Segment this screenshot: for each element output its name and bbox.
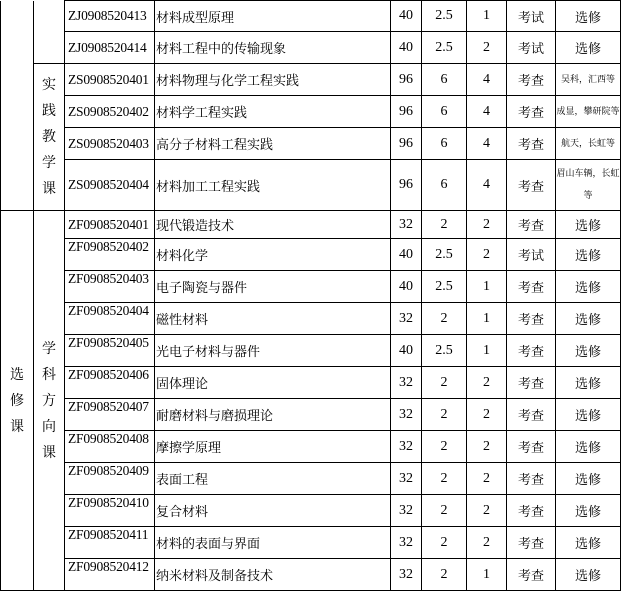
course-assessment: 考查	[507, 160, 556, 211]
course-credits: 2.5	[422, 239, 467, 271]
course-code: ZS0908520403	[65, 128, 155, 160]
table-row	[1, 367, 621, 399]
course-note: 成显，攀研院等	[556, 96, 621, 128]
course-note-line: 等	[583, 191, 593, 201]
course-assessment: 考查	[507, 128, 556, 160]
course-semester: 4	[467, 160, 507, 211]
course-name: 磁性材料	[155, 303, 391, 335]
course-type: 选修	[556, 32, 621, 64]
course-hours: 40	[391, 271, 422, 303]
course-semester: 2	[467, 463, 507, 495]
table-row	[1, 32, 621, 64]
course-semester: 4	[467, 96, 507, 128]
course-semester: 1	[467, 559, 507, 591]
table-row	[1, 211, 621, 239]
direction-group-char: 学	[42, 340, 56, 357]
table-row	[1, 160, 621, 211]
table-row	[1, 239, 621, 271]
course-name: 材料加工工程实践	[155, 160, 391, 211]
course-credits: 6	[422, 128, 467, 160]
course-assessment: 考查	[507, 431, 556, 463]
course-assessment: 考试	[507, 1, 556, 32]
course-credits: 2	[422, 559, 467, 591]
elective-group-char: 课	[10, 418, 24, 435]
course-assessment: 考试	[507, 32, 556, 64]
table-row	[1, 431, 621, 463]
course-semester: 2	[467, 527, 507, 559]
course-note: 吴科，汇西等	[556, 64, 621, 96]
course-name: 材料学工程实践	[155, 96, 391, 128]
course-semester: 2	[467, 495, 507, 527]
course-credits: 6	[422, 96, 467, 128]
course-assessment: 考查	[507, 303, 556, 335]
course-semester: 2	[467, 239, 507, 271]
course-credits: 2	[422, 431, 467, 463]
course-hours: 32	[391, 495, 422, 527]
course-name: 高分子材料工程实践	[155, 128, 391, 160]
course-assessment: 考查	[507, 211, 556, 239]
course-credits: 2	[422, 463, 467, 495]
course-code: ZF0908520403	[65, 271, 155, 303]
course-type: 选修	[556, 303, 621, 335]
course-credits: 2.5	[422, 32, 467, 64]
course-hours: 96	[391, 96, 422, 128]
elective-group-char: 修	[10, 392, 24, 409]
course-type: 选修	[556, 495, 621, 527]
course-code: ZF0908520411	[65, 527, 155, 559]
course-credits: 2.5	[422, 271, 467, 303]
course-code: ZF0908520404	[65, 303, 155, 335]
course-name: 材料成型原理	[155, 1, 391, 32]
course-assessment: 考试	[507, 239, 556, 271]
course-note	[556, 160, 621, 211]
course-code: ZS0908520402	[65, 96, 155, 128]
course-semester: 1	[467, 303, 507, 335]
practice-group-char: 实	[42, 77, 56, 93]
course-hours: 40	[391, 335, 422, 367]
course-semester: 1	[467, 1, 507, 32]
subgroup-cell-upper	[34, 1, 65, 64]
course-type: 选修	[556, 367, 621, 399]
course-code: ZF0908520401	[65, 211, 155, 239]
table-row	[1, 399, 621, 431]
elective-group-char: 选	[10, 366, 24, 383]
course-code: ZF0908520405	[65, 335, 155, 367]
course-semester: 2	[467, 211, 507, 239]
course-type: 选修	[556, 1, 621, 32]
course-code: ZF0908520407	[65, 399, 155, 431]
practice-group-char: 学	[42, 155, 56, 171]
course-semester: 2	[467, 399, 507, 431]
table-row	[1, 463, 621, 495]
course-assessment: 考查	[507, 559, 556, 591]
course-type: 选修	[556, 559, 621, 591]
course-credits: 2	[422, 527, 467, 559]
course-code: ZJ0908520414	[65, 32, 155, 64]
elective-group-cell	[1, 211, 34, 591]
course-hours: 32	[391, 399, 422, 431]
practice-group-char: 践	[42, 103, 56, 119]
course-name: 复合材料	[155, 495, 391, 527]
practice-group-char: 教	[42, 129, 56, 145]
category-cell-upper	[1, 1, 34, 211]
table-row	[1, 303, 621, 335]
table-row	[1, 128, 621, 160]
course-hours: 32	[391, 303, 422, 335]
course-credits: 2.5	[422, 1, 467, 32]
practice-group-char: 课	[42, 181, 56, 197]
course-hours: 32	[391, 367, 422, 399]
course-type: 选修	[556, 527, 621, 559]
course-credits: 2	[422, 399, 467, 431]
course-type: 选修	[556, 431, 621, 463]
course-name: 纳米材料及制备技术	[155, 559, 391, 591]
course-hours: 40	[391, 1, 422, 32]
course-name: 表面工程	[155, 463, 391, 495]
table-row	[1, 1, 621, 32]
table-row	[1, 335, 621, 367]
course-name: 电子陶瓷与器件	[155, 271, 391, 303]
direction-group-char: 方	[42, 392, 56, 409]
course-hours: 32	[391, 463, 422, 495]
course-code: ZF0908520410	[65, 495, 155, 527]
course-code: ZS0908520404	[65, 160, 155, 211]
course-assessment: 考查	[507, 64, 556, 96]
table-row	[1, 96, 621, 128]
course-code: ZS0908520401	[65, 64, 155, 96]
course-credits: 2	[422, 495, 467, 527]
course-assessment: 考查	[507, 463, 556, 495]
course-credits: 2	[422, 211, 467, 239]
course-hours: 32	[391, 527, 422, 559]
course-name: 材料的表面与界面	[155, 527, 391, 559]
table-row	[1, 64, 621, 96]
course-hours: 40	[391, 32, 422, 64]
course-semester: 2	[467, 367, 507, 399]
course-name: 光电子材料与器件	[155, 335, 391, 367]
table-row	[1, 559, 621, 591]
course-assessment: 考查	[507, 96, 556, 128]
course-code: ZF0908520406	[65, 367, 155, 399]
course-credits: 2	[422, 303, 467, 335]
course-code: ZF0908520412	[65, 559, 155, 591]
course-code: ZJ0908520413	[65, 1, 155, 32]
course-hours: 96	[391, 128, 422, 160]
course-hours: 32	[391, 431, 422, 463]
course-type: 选修	[556, 335, 621, 367]
course-name: 材料化学	[155, 239, 391, 271]
table-body	[1, 1, 621, 591]
course-semester: 2	[467, 32, 507, 64]
course-assessment: 考查	[507, 527, 556, 559]
course-credits: 6	[422, 64, 467, 96]
direction-group-char: 科	[42, 366, 56, 383]
course-hours: 96	[391, 64, 422, 96]
course-name: 材料工程中的传输现象	[155, 32, 391, 64]
course-code: ZF0908520408	[65, 431, 155, 463]
course-semester: 2	[467, 431, 507, 463]
course-semester: 1	[467, 335, 507, 367]
course-name: 耐磨材料与磨损理论	[155, 399, 391, 431]
course-note-line: 眉山车辆，长虹	[556, 169, 620, 179]
direction-group-cell	[34, 211, 65, 591]
course-name: 固体理论	[155, 367, 391, 399]
table-row	[1, 495, 621, 527]
course-type: 选修	[556, 211, 621, 239]
course-hours: 96	[391, 160, 422, 211]
course-name: 现代锻造技术	[155, 211, 391, 239]
course-credits: 2.5	[422, 335, 467, 367]
course-semester: 4	[467, 64, 507, 96]
course-assessment: 考查	[507, 335, 556, 367]
course-assessment: 考查	[507, 399, 556, 431]
course-hours: 32	[391, 559, 422, 591]
course-note: 航天，长虹等	[556, 128, 621, 160]
practice-group-cell	[34, 64, 65, 211]
course-type: 选修	[556, 399, 621, 431]
table-row	[1, 271, 621, 303]
course-credits: 6	[422, 160, 467, 211]
table-row	[1, 527, 621, 559]
course-assessment: 考查	[507, 495, 556, 527]
course-code: ZF0908520409	[65, 463, 155, 495]
course-semester: 1	[467, 271, 507, 303]
course-hours: 40	[391, 239, 422, 271]
course-semester: 4	[467, 128, 507, 160]
course-name: 材料物理与化学工程实践	[155, 64, 391, 96]
course-type: 选修	[556, 463, 621, 495]
course-type: 选修	[556, 239, 621, 271]
direction-group-char: 课	[42, 444, 56, 461]
course-name: 摩擦学原理	[155, 431, 391, 463]
course-code: ZF0908520402	[65, 239, 155, 271]
course-assessment: 考查	[507, 367, 556, 399]
course-credits: 2	[422, 367, 467, 399]
course-assessment: 考查	[507, 271, 556, 303]
course-hours: 32	[391, 211, 422, 239]
direction-group-char: 向	[42, 418, 56, 435]
course-type: 选修	[556, 271, 621, 303]
